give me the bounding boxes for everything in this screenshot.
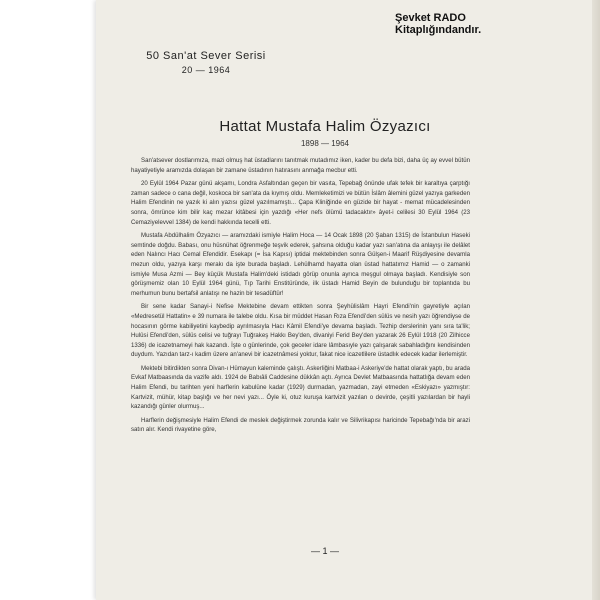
paragraph: Bir sene kadar Sanayi-i Nefise Mektebine devam ettikten sonra Şeyhülislâm Hayri Efendi'nin gayretiyle açılan «Medresetül Hattatin» e 39 numara ile talebe oldu. Kısa bir müddet Hasan Rıza Efendi'den sülüs ve nesih yazı öğrendiyse de hocasının görme kabiliyetini kaybedip ayrılmasıyla Hacı Kâmil Efendi'ye devama başladı. Tezhip derslerinin yanı sıra ta'lik; Hulûsi Efendi'den, sülüs celisi ve tuğrayı Tuğrakeş Hakkı Bey'den, divaniyi Ferid Bey'den yazarak 26 Eylül 1918 (20 Zilhicce 1336) de icazetnameyi hak kazandı. İşte o günlerinde, çok geceler idare lâmbasıyle yazı çalışarak sabahladığını kendisinden duydum. Yazıdan tarz-ı kadim üzere an'anevi bir icazetnâmesi yoktur, fakat nice icazetlilere üstadlık edecek kadar ilerlemiştir. — [131, 303, 470, 359]
series-header — [136, 50, 276, 75]
paragraph: San'atsever dostlarımıza, mazi olmuş hat üstadlarını tanıtmak mutadımız iken, kader bu defa bizi, daha üç ay evvel bütün hayatiyetiyle aramızda dolaşan bir zamane üstadının hatırasını anmağa mecbur etti. — [131, 157, 470, 174]
paragraph: 20 Eylül 1964 Pazar günü akşamı, Londra Asfaltından geçen bir vasıta, Tepebağ önünde ufak tefek bir karaltıya çarptığı zaman sadece o cana değil, koskoca bir san'ata da kıymış oldu. Memleketimizi ve bütün İslâm âlemini güzel yazıya garkeden Halim Efendinin ne yazık ki alın yazısı güzel yazılmamıştı... Çapa Kliniğinde en güzide bir hayat - memat mücadelesinden sonra, ömrünce kim bilir kaç mezar kitâbesi için yazdığı «Her nefs ölümü tadacaktır» âyet-i celilesi 30 Eylül 1964 (23 Cemaziyelevvel 1384) de kendi hakkında tecelli etti. — [131, 180, 470, 226]
series-name: 50 San'at Sever Serisi — [146, 50, 266, 62]
paragraph: Harflerin değişmesiyle Halim Efendi de meslek değiştirmek zorunda kalır ve Silivrikapısı haricinde Tepebağı'nda bir arazi satın alır. Kendi rivayetine göre, — [131, 416, 470, 434]
library-stamp — [395, 12, 481, 36]
series-number: 20 — 1964 — [181, 65, 231, 75]
paragraph: Mektebi bitirdikten sonra Divan-ı Hümayun kaleminde çalıştı. Askerliğini Matbaa-i Askeriye'de hattat olarak yaptı, bu arada Evkaf Matbaasında da vazife aldı. 1924 de Babıâli Caddesine dükkân açtı. Ayrıca Devlet Matbaasında hattatlığa devam eden Halim Efendi, bu tarihten yeni harflerin kabulüne kadar (1929) durmadan, yazmadan, zayi etmeden «Eskiyazı» yazmıştır: Kartvizit, mühür, kitap başlığı ve her nevi yazı... Öyle ki, otuz kuruşa kartvizit yazılan o devirde, çeşitli yazılardan bir hayli kazandığı günler olurmuş... — [131, 364, 470, 411]
stamp-suffix: Kitaplığındandır. — [395, 24, 482, 36]
article-title: Hattat Mustafa Halim Özyazıcı — [219, 118, 431, 135]
article-body — [131, 156, 470, 439]
page-edge — [592, 0, 600, 600]
article-dates: 1898 — 1964 — [300, 139, 350, 148]
page-number: — 1 — — [310, 546, 339, 556]
paragraph: Mustafa Abdülhalim Özyazıcı — aramızdaki ismiyle Halim Hoca — 14 Ocak 1898 (20 Şaban 1315) de İstanbulun Haseki semtinde doğdu. Babası, onu hüsnühat öğrenmeğe teşvik ederek, şahsına olduğu kadar yazı san'atına da anlayışı ile delâlet eden Nalıncı Hacı Cemal Efendidir. Esekapı (= İsa Kapısı) iptidai mektebinden sonra Gülşen-i Maarif Rüşdiyesine devamla mezun oldu, yazıya karşı merakı da işte burada başladı. Lehülhamd hayatta olan üstad hattatımız Hamid — o zamanki ismiyle Musa Azmi — Bey küçük Mustafa Halim'deki istidadı görüp onunla ayrıca meşgul olmaya başladı. Kendisiyle son görüşmemiz olan 10 Eylül 1964 günü, Tıp Tarihi Enstitüründe, ilk üstadı Hamid Beyin de bulunduğu bir toplantıda bu merhumun bunu bertafsil anlatışı ne hazin bir tesadüftür! — [131, 232, 470, 297]
stamp-owner: Şevket RADO — [395, 12, 466, 24]
